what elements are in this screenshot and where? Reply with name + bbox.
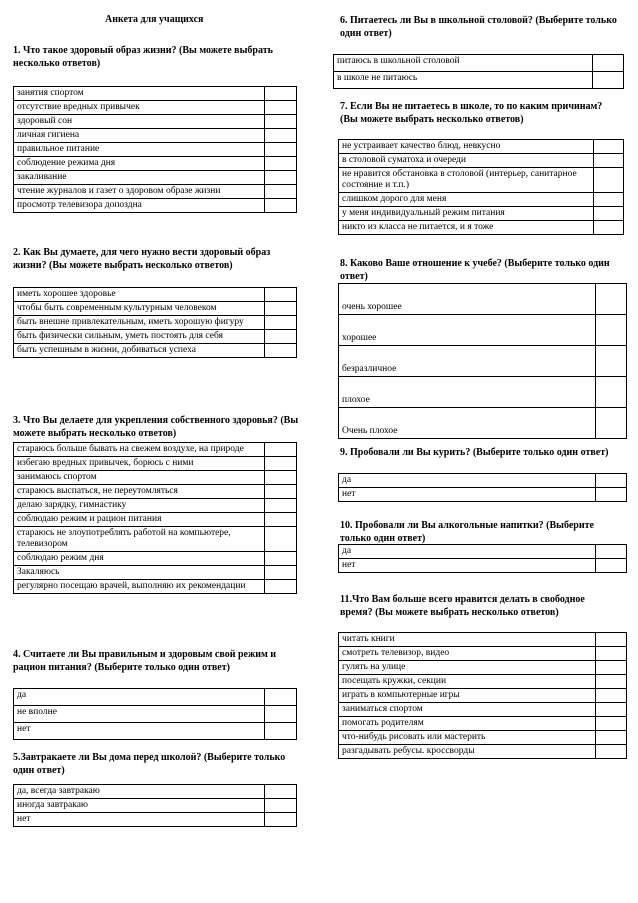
option-label: читать книги [339,633,596,647]
question-5-options [13,784,297,827]
option-label: не вполне [14,706,265,723]
option-row [14,185,297,199]
option-label: стараюсь выспаться, не переутомляться [14,485,265,499]
option-row [339,377,627,408]
answer-checkbox[interactable] [596,745,627,759]
answer-checkbox[interactable] [265,813,297,827]
option-row [339,154,624,168]
option-label: не устраивает качество блюд, невкусно [339,140,594,154]
question-6-options [333,54,624,89]
question-10-text: 10. Пробовали ли Вы алкогольные напитки? (Выберите только один ответ) [340,520,594,544]
question-11-text: 11.Что Вам больше всего нравится делать в свободное время? (Вы можете выбрать несколько ответов) [340,594,585,618]
option-label: просмотр телевизора допоздна [14,199,265,213]
option-row [339,221,624,235]
option-label: хорошее [339,315,596,346]
answer-checkbox[interactable] [265,785,297,799]
question-1-text: 1. Что такое здоровый образ жизни? (Вы можете выбрать несколько ответов) [13,45,273,69]
option-row [339,488,627,502]
answer-checkbox[interactable] [265,689,297,706]
option-label: никто из класса не питается, и я тоже [339,221,594,235]
option-row [339,675,627,689]
option-row [339,633,627,647]
option-row [339,140,624,154]
answer-checkbox[interactable] [265,87,297,101]
answer-checkbox[interactable] [265,115,297,129]
question-2-options [13,287,297,358]
answer-checkbox[interactable] [593,72,624,89]
question-4-text: 4. Считаете ли Вы правильным и здоровым свой режим и рацион питания? (Выберите только один ответ) [13,649,277,673]
option-row [14,171,297,185]
answer-checkbox[interactable] [265,330,297,344]
option-row [339,284,627,315]
option-row [14,527,297,552]
answer-checkbox[interactable] [596,474,627,488]
option-row [14,471,297,485]
answer-checkbox[interactable] [265,288,297,302]
option-label: соблюдение режима дня [14,157,265,171]
option-row [14,288,297,302]
question-7-text: 7. Если Вы не питаетесь в школе, то по каким причинам? (Вы можете выбрать несколько ответов) [340,101,603,125]
answer-checkbox[interactable] [265,171,297,185]
answer-checkbox[interactable] [265,513,297,527]
option-label: смотреть телевизор, видео [339,647,596,661]
option-label: быть физически сильным, уметь постоять для себя [14,330,265,344]
option-row [339,689,627,703]
answer-checkbox[interactable] [594,207,624,221]
option-row [14,580,297,594]
option-label: быть внешне привлекательным, иметь хорошую фигуру [14,316,265,330]
question-4-options [13,688,297,740]
option-row [334,55,624,72]
option-row [14,706,297,723]
option-row [339,703,627,717]
option-row [334,72,624,89]
answer-checkbox[interactable] [594,168,624,193]
option-row [339,731,627,745]
answer-checkbox[interactable] [596,284,627,315]
answer-checkbox[interactable] [594,221,624,235]
option-label: разгадывать ребусы. кроссворды [339,745,596,759]
option-label: играть в компьютерные игры [339,689,596,703]
option-label: не нравится обстановка в столовой (интерьер, санитарное состояние и т.п.) [339,168,594,193]
answer-checkbox[interactable] [593,55,624,72]
question-9-text: 9. Пробовали ли Вы курить? (Выберите только один ответ) [340,447,609,458]
question-1-options [13,86,297,213]
option-label: соблюдаю режим и рацион питания [14,513,265,527]
answer-checkbox[interactable] [594,193,624,207]
option-row [14,101,297,115]
option-label: чтение журналов и газет о здоровом образе жизни [14,185,265,199]
option-label: что-нибудь рисовать или мастерить [339,731,596,745]
option-row [339,207,624,221]
option-row [14,513,297,527]
option-label: делаю зарядку, гимнастику [14,499,265,513]
question-5-text: 5.Завтракаете ли Вы дома перед школой? (Выберите только один ответ) [13,752,286,776]
answer-checkbox[interactable] [265,580,297,594]
option-label: занятия спортом [14,87,265,101]
page-title: Анкета для учащихся [105,14,204,25]
question-6-text: 6. Питаетесь ли Вы в школьной столовой? (Выберите только один ответ) [340,15,617,39]
option-row [339,717,627,731]
option-label: личная гигиена [14,129,265,143]
option-row [14,785,297,799]
option-label: закаливание [14,171,265,185]
option-label: да, всегда завтракаю [14,785,265,799]
option-label: нет [14,723,265,740]
option-label: нет [14,813,265,827]
option-label: плохое [339,377,596,408]
answer-checkbox[interactable] [596,545,627,559]
option-label: очень хорошее [339,284,596,315]
option-label: заниматься спортом [339,703,596,717]
option-label: иногда завтракаю [14,799,265,813]
option-label: быть успешным в жизни, добиваться успеха [14,344,265,358]
option-label: регулярно посещаю врачей, выполняю их рекомендации [14,580,265,594]
option-row [14,813,297,827]
option-row [339,647,627,661]
answer-checkbox[interactable] [594,140,624,154]
answer-checkbox[interactable] [265,527,297,552]
answer-checkbox[interactable] [265,344,297,358]
option-row [14,799,297,813]
question-3-options [13,442,297,594]
option-row [14,566,297,580]
option-row [14,316,297,330]
option-row [14,129,297,143]
answer-checkbox[interactable] [265,199,297,213]
question-10-options [338,544,627,573]
option-label: питаюсь в школьной столовой [334,55,593,72]
option-row [14,157,297,171]
option-row [14,689,297,706]
answer-checkbox[interactable] [265,552,297,566]
question-3-text: 3. Что Вы делаете для укрепления собственного здоровья? (Вы можете выбрать несколько ответов) [13,415,299,439]
option-row [14,302,297,316]
option-row [14,457,297,471]
answer-checkbox[interactable] [596,717,627,731]
option-row [14,344,297,358]
option-label: нет [339,488,596,502]
answer-checkbox[interactable] [596,689,627,703]
option-label: безразличное [339,346,596,377]
answer-checkbox[interactable] [265,706,297,723]
answer-checkbox[interactable] [596,675,627,689]
answer-checkbox[interactable] [596,661,627,675]
option-row [339,474,627,488]
option-row [339,408,627,439]
option-label: занимаюсь спортом [14,471,265,485]
answer-checkbox[interactable] [265,185,297,199]
option-label: да [14,689,265,706]
option-label: да [339,545,596,559]
option-label: в столовой суматоха и очереди [339,154,594,168]
option-label: посещать кружки, секции [339,675,596,689]
answer-checkbox[interactable] [265,485,297,499]
option-row [14,443,297,457]
answer-checkbox[interactable] [596,346,627,377]
answer-checkbox[interactable] [265,101,297,115]
question-8-options [338,283,627,439]
answer-checkbox[interactable] [596,408,627,439]
question-9-options [338,473,627,502]
answer-checkbox[interactable] [596,703,627,717]
answer-checkbox[interactable] [265,129,297,143]
option-label: чтобы быть современным культурным человеком [14,302,265,316]
option-label: Закаляюсь [14,566,265,580]
answer-checkbox[interactable] [596,731,627,745]
option-row [339,346,627,377]
option-label: соблюдаю режим дня [14,552,265,566]
option-row [339,559,627,573]
answer-checkbox[interactable] [265,723,297,740]
question-2-text: 2. Как Вы думаете, для чего нужно вести здоровый образ жизни? (Вы можете выбрать несколько ответов) [13,247,271,271]
option-row [14,552,297,566]
answer-checkbox[interactable] [596,488,627,502]
option-label: нет [339,559,596,573]
option-label: иметь хорошее здоровье [14,288,265,302]
option-row [14,199,297,213]
option-label: правильное питание [14,143,265,157]
answer-checkbox[interactable] [265,799,297,813]
answer-checkbox[interactable] [265,157,297,171]
option-row [14,87,297,101]
option-row [14,723,297,740]
question-11-options [338,632,627,759]
option-label: Очень плохое [339,408,596,439]
option-row [14,143,297,157]
answer-checkbox[interactable] [265,316,297,330]
option-label: в школе не питаюсь [334,72,593,89]
question-7-options [338,139,624,235]
option-label: у меня индивидуальный режим питания [339,207,594,221]
answer-checkbox[interactable] [596,559,627,573]
option-label: да [339,474,596,488]
option-label: избегаю вредных привычек, борюсь с ними [14,457,265,471]
question-8-text: 8. Каково Ваше отношение к учебе? (Выберите только один ответ) [340,258,610,282]
answer-checkbox[interactable] [265,566,297,580]
option-row [14,485,297,499]
answer-checkbox[interactable] [596,633,627,647]
answer-checkbox[interactable] [596,647,627,661]
answer-checkbox[interactable] [265,471,297,485]
answer-checkbox[interactable] [594,154,624,168]
answer-checkbox[interactable] [596,377,627,408]
option-row [14,115,297,129]
answer-checkbox[interactable] [265,499,297,513]
option-row [339,545,627,559]
option-row [14,499,297,513]
option-label: стараюсь не злоупотреблять работой на компьютере, телевизором [14,527,265,552]
answer-checkbox[interactable] [265,143,297,157]
option-row [339,315,627,346]
answer-checkbox[interactable] [265,457,297,471]
answer-checkbox[interactable] [265,302,297,316]
option-row [339,661,627,675]
option-label: здоровый сон [14,115,265,129]
option-row [339,168,624,193]
option-label: слишком дорого для меня [339,193,594,207]
option-row [14,330,297,344]
option-label: отсутствие вредных привычек [14,101,265,115]
option-row [339,745,627,759]
answer-checkbox[interactable] [265,443,297,457]
option-label: стараюсь больше бывать на свежем воздухе, на природе [14,443,265,457]
option-row [339,193,624,207]
option-label: помогать родителям [339,717,596,731]
option-label: гулять на улице [339,661,596,675]
answer-checkbox[interactable] [596,315,627,346]
